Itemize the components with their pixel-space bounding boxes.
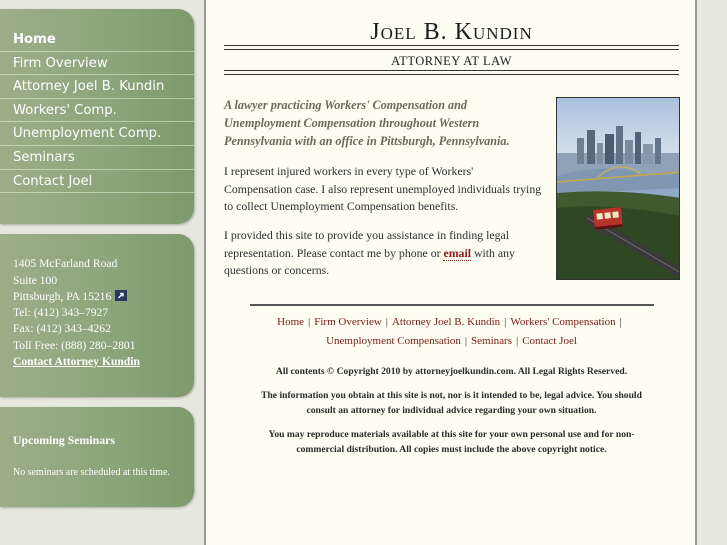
intro-text: A lawyer practicing Workers' Compensation and Unemployment Compensation throughout Western Pennsylvania with an office in Pittsburgh, Pennsylvania. [224,98,510,149]
footer-link-contact-joel[interactable]: Contact Joel [522,335,577,347]
seminars-status: No seminars are scheduled at this time. [13,467,170,478]
footer-separator: | [385,316,388,328]
contact-panel [0,234,194,397]
footer-link-unemployment-comp[interactable]: Unemployment Compensation [326,335,461,347]
map-link-icon[interactable] [115,290,127,301]
footer-link-firm-overview[interactable]: Firm Overview [314,316,382,328]
footer-separator: | [619,316,622,328]
paragraph-contact-end: with any questions or concerns. [224,245,515,277]
site-title: Joel B. Kundin [370,19,533,45]
nav-panel [0,9,194,224]
title-rule-bottom [224,70,679,75]
copyright-text: All contents © Copyright 2010 by attorneyjoelkundin.com. All Legal Rights Reserved. [275,366,628,377]
footer-link-attorney[interactable]: Attorney Joel B. Kundin [391,316,501,328]
footer-separator: | [464,335,468,347]
nav-item-contact-joel[interactable]: Contact Joel [0,170,194,194]
title-rule-top [224,45,679,50]
nav-item-firm-overview[interactable]: Firm Overview [0,52,194,76]
main-content [204,0,697,545]
footer-separator: | [308,316,311,328]
address-line-2: Suite 100 [13,274,58,287]
email-link[interactable]: email [443,245,472,260]
reproduction-notice: You may reproduce materials available at this site for your own personal use and for non-commercial distribution. All copies must include the above copyright notice. [268,429,635,455]
footer-link-workers-comp[interactable]: Workers' Compensation [510,316,616,328]
nav-item-seminars[interactable]: Seminars [0,146,194,170]
seminars-panel [0,407,194,507]
footer-rule [250,304,654,306]
nav-item-home[interactable]: Home [0,28,194,52]
phone-fax: Fax: (412) 343–4262 [13,322,111,335]
paragraph-contact-start: I provided this site to provide you assistance in finding legal representation. Please contact me by phone or [224,228,510,260]
footer-link-home[interactable]: Home [277,316,305,328]
contact-attorney-link[interactable]: Contact Attorney Kundin [13,355,140,368]
address-city [13,290,127,304]
footer-separator: | [504,316,507,328]
paragraph-contact [224,227,544,280]
address-city-text: Pittsburgh, PA 15216 [13,290,112,303]
nav-item-workers-comp[interactable]: Workers' Comp. [0,99,194,123]
paragraph-services: I represent injured workers in every type of Workers' Compensation case. I also represent unemployed individuals trying to collect Unemployment Compensation benefits. [224,164,542,213]
site-subtitle: ATTORNEY AT LAW [391,54,512,68]
seminars-title: Upcoming Seminars [13,433,115,447]
nav-item-attorney[interactable]: Attorney Joel B. Kundin [0,75,194,99]
footer-nav-row-2 [226,332,677,351]
address-line-1: 1405 McFarland Road [13,257,118,270]
footer-nav-row-1 [226,313,677,332]
nav-item-unemployment-comp[interactable]: Unemployment Comp. [0,122,194,146]
footer-separator: | [516,335,519,347]
phone-tel: Tel: (412) 343–7927 [13,306,109,319]
footer-link-seminars[interactable]: Seminars [471,335,512,347]
disclaimer-text: The information you obtain at this site is not, nor is it intended to be, legal advice. You should consult an attorney for individual advice regarding your own situation. [261,390,642,416]
skyline-illustration [557,98,680,280]
pittsburgh-skyline-photo [556,97,680,280]
phone-tollfree: Toll Free: (888) 280–2801 [13,339,136,352]
